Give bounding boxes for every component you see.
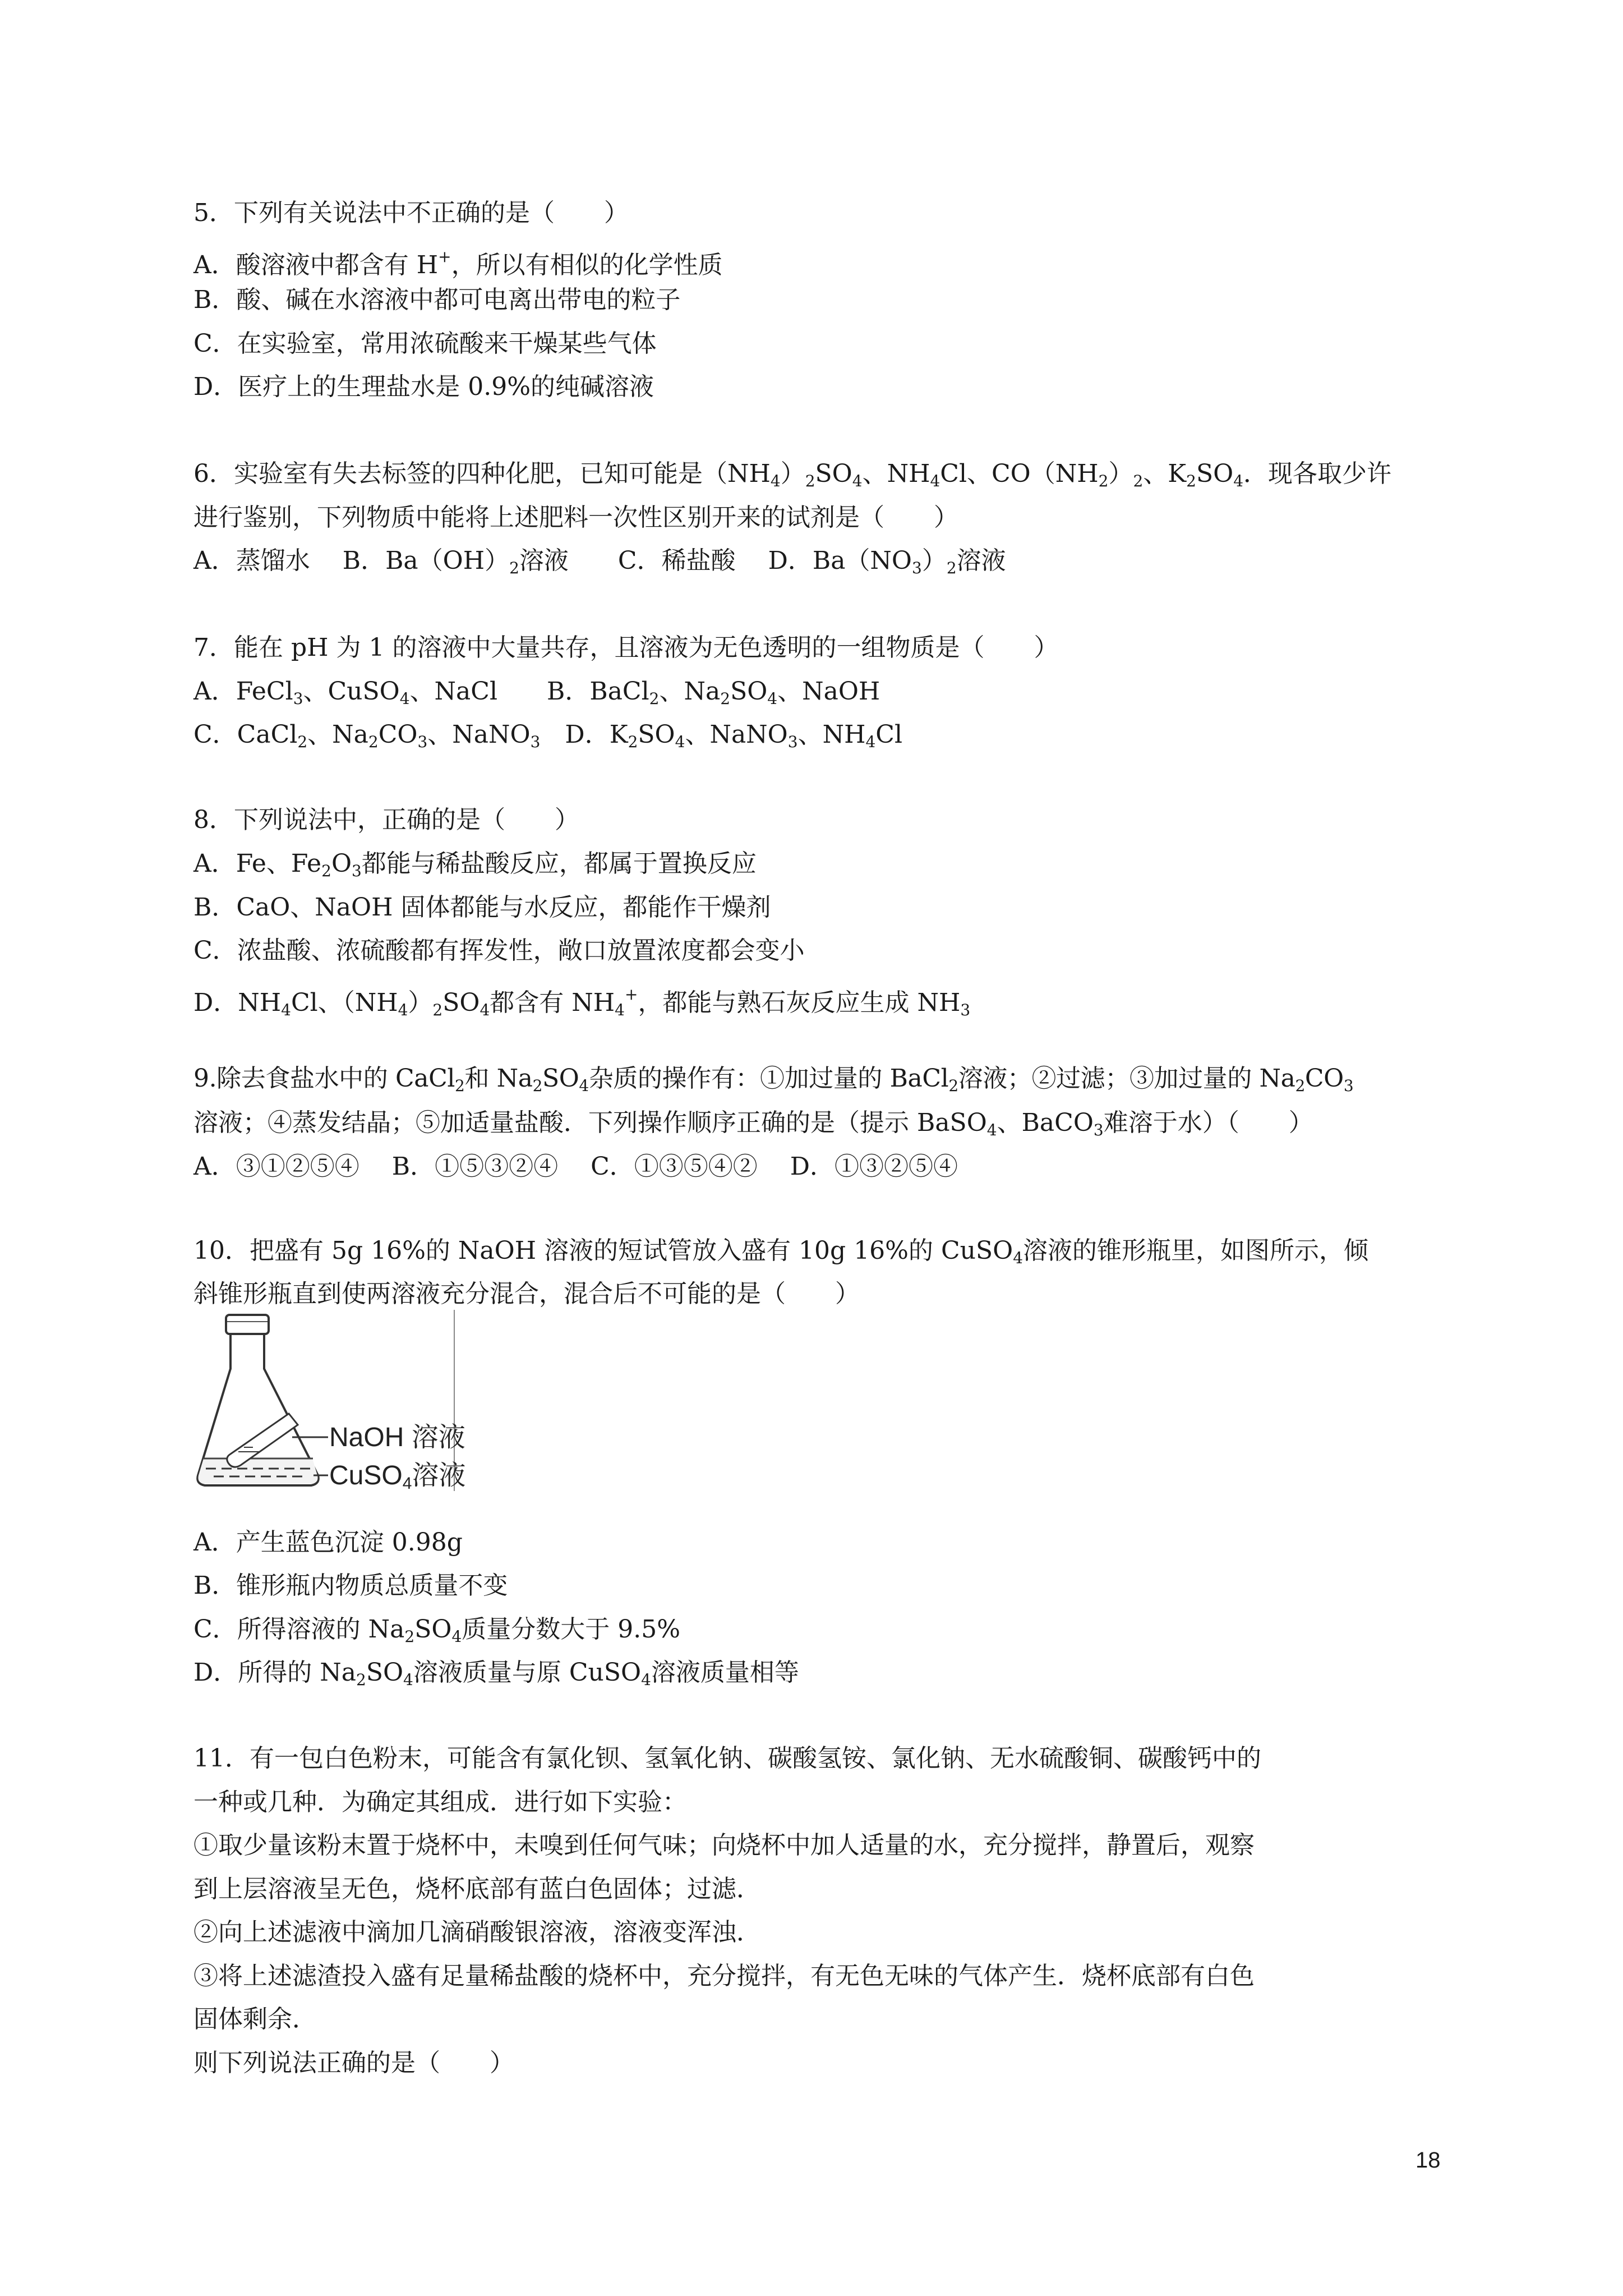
q8-option-a: A．Fe、$Fe_2O_3$都能与稀盐酸反应，都属于置换反应 — [193, 849, 757, 880]
q8-option-d: D．$NH_4Cl$、$(NH_4)_2SO_4$都含有 $NH_4^+$，都能与熟石灰反应生成 $NH_3$ — [193, 985, 971, 1019]
q11-step1-line1: ①取少量该粉末置于烧杯中，未嗅到任何气味；向烧杯中加人适量的水，充分搅拌，静置后，观察 — [193, 1831, 1255, 1860]
q10-option-b: B．锥形瓶内物质总质量不变 — [193, 1571, 508, 1600]
q5-option-b: B．酸、碱在水溶液中都可电离出带电的粒子 — [193, 286, 681, 314]
q9-stem-line2: 溶液；④蒸发结晶；⑤加适量盐酸．下列操作顺序正确的是（提示 BaSO$_4$、BaCO$_3$难溶于水）（ ） — [193, 1108, 1313, 1139]
q10-stem-line1: 10．把盛有 5g 16%的 NaOH 溶液的短试管放入盛有 10g 16%的 CuSO$_4$溶液的锥形瓶里，如图所示，倾 — [193, 1236, 1369, 1267]
cuso4-label: CuSO4溶液 — [329, 1461, 466, 1493]
q11-step2: ②向上述滤液中滴加几滴硝酸银溶液，溶液变浑浊． — [193, 1918, 761, 1947]
cuso4-solution-layer — [198, 1458, 317, 1484]
q8-option-b: B．CaO、NaOH 固体都能与水反应，都能作干燥剂 — [193, 893, 771, 922]
q10-stem-line2: 斜锥形瓶直到使两溶液充分混合，混合后不可能的是（ ） — [193, 1280, 860, 1308]
q11-step3-line1: ③将上述滤渣投入盛有足量稀盐酸的烧杯中，充分搅拌，有无色无味的气体产生．烧杯底部有白色 — [193, 1962, 1255, 1990]
flask-diagram — [193, 1307, 466, 1493]
q11-stem-line1: 11．有一包白色粉末，可能含有氯化钡、氢氧化钠、碳酸氢铵、氯化钠、无水硫酸铜、碳酸钙中的 — [193, 1744, 1261, 1773]
q11-question: 则下列说法正确的是（ ） — [193, 2049, 514, 2077]
q7-options-ab: A．FeCl$_3$、CuSO$_4$、NaCl B．BaCl$_2$、$Na_2SO_4$、NaOH — [193, 677, 880, 708]
q10-option-a: A．产生蓝色沉淀 0.98g — [193, 1528, 463, 1557]
q11-step3-line2: 固体剩余． — [193, 2005, 317, 2033]
q11-stem-line2: 一种或几种．为确定其组成．进行如下实验： — [193, 1788, 687, 1816]
q5-option-a: A．酸溶液中都含有 H+，所以有相似的化学性质 — [193, 247, 723, 279]
q9-stem-line1: 9.除去食盐水中的 CaCl$_2$和 $Na_2SO_4$杂质的操作有：①加过量的 BaCl$_2$溶液；②过滤；③加过量的 $Na_2CO_3$ — [193, 1064, 1354, 1095]
q10-option-c: C．所得溶液的 $Na_2SO_4$质量分数大于 9.5% — [193, 1615, 681, 1646]
q9-options: A．③①②⑤④ B．①⑤③②④ C．①③⑤④② D．①③②⑤④ — [193, 1152, 958, 1181]
stopper-icon — [226, 1315, 269, 1334]
q5-option-c: C．在实验室，常用浓硫酸来干燥某些气体 — [193, 329, 657, 358]
naoh-label: NaOH 溶液 — [329, 1423, 465, 1452]
q8-option-c: C．浓盐酸、浓硫酸都有挥发性，敞口放置浓度都会变小 — [193, 936, 805, 965]
q5-option-d: D．医疗上的生理盐水是 0.9%的纯碱溶液 — [193, 372, 654, 401]
q11-step1-line2: 到上层溶液呈无色，烧杯底部有蓝白色固体；过滤． — [193, 1875, 761, 1903]
q6-stem-line2: 进行鉴别，下列物质中能将上述肥料一次性区别开来的试剂是（ ） — [193, 503, 958, 532]
q6-options: A．蒸馏水 B．$Ba(OH)_2$溶液 C．稀盐酸 D．$Ba(NO_3)_2$溶液 — [193, 546, 1006, 577]
page-number: 18 — [1415, 2148, 1441, 2173]
q7-options-cd: C．CaCl$_2$、$Na_2CO_3$、NaNO$_3$ D．$K_2SO_4$、NaNO$_3$、$NH_4Cl$ — [193, 720, 903, 751]
q8-stem: 8．下列说法中，正确的是（ ） — [193, 806, 579, 834]
q5-stem: 5．下列有关说法中不正确的是（ ） — [193, 199, 629, 227]
q6-stem-line1: 6．实验室有失去标签的四种化肥，已知可能是$(NH_4)_2SO_4$、$NH_4Cl$、$CO(NH_2)_2$、$K_2SO_4$．现各取少许 — [193, 459, 1392, 490]
q7-stem: 7．能在 pH 为 1 的溶液中大量共存，且溶液为无色透明的一组物质是（ ） — [193, 633, 1059, 662]
q10-option-d: D．所得的 $Na_2SO_4$溶液质量与原 CuSO$_4$溶液质量相等 — [193, 1658, 799, 1689]
